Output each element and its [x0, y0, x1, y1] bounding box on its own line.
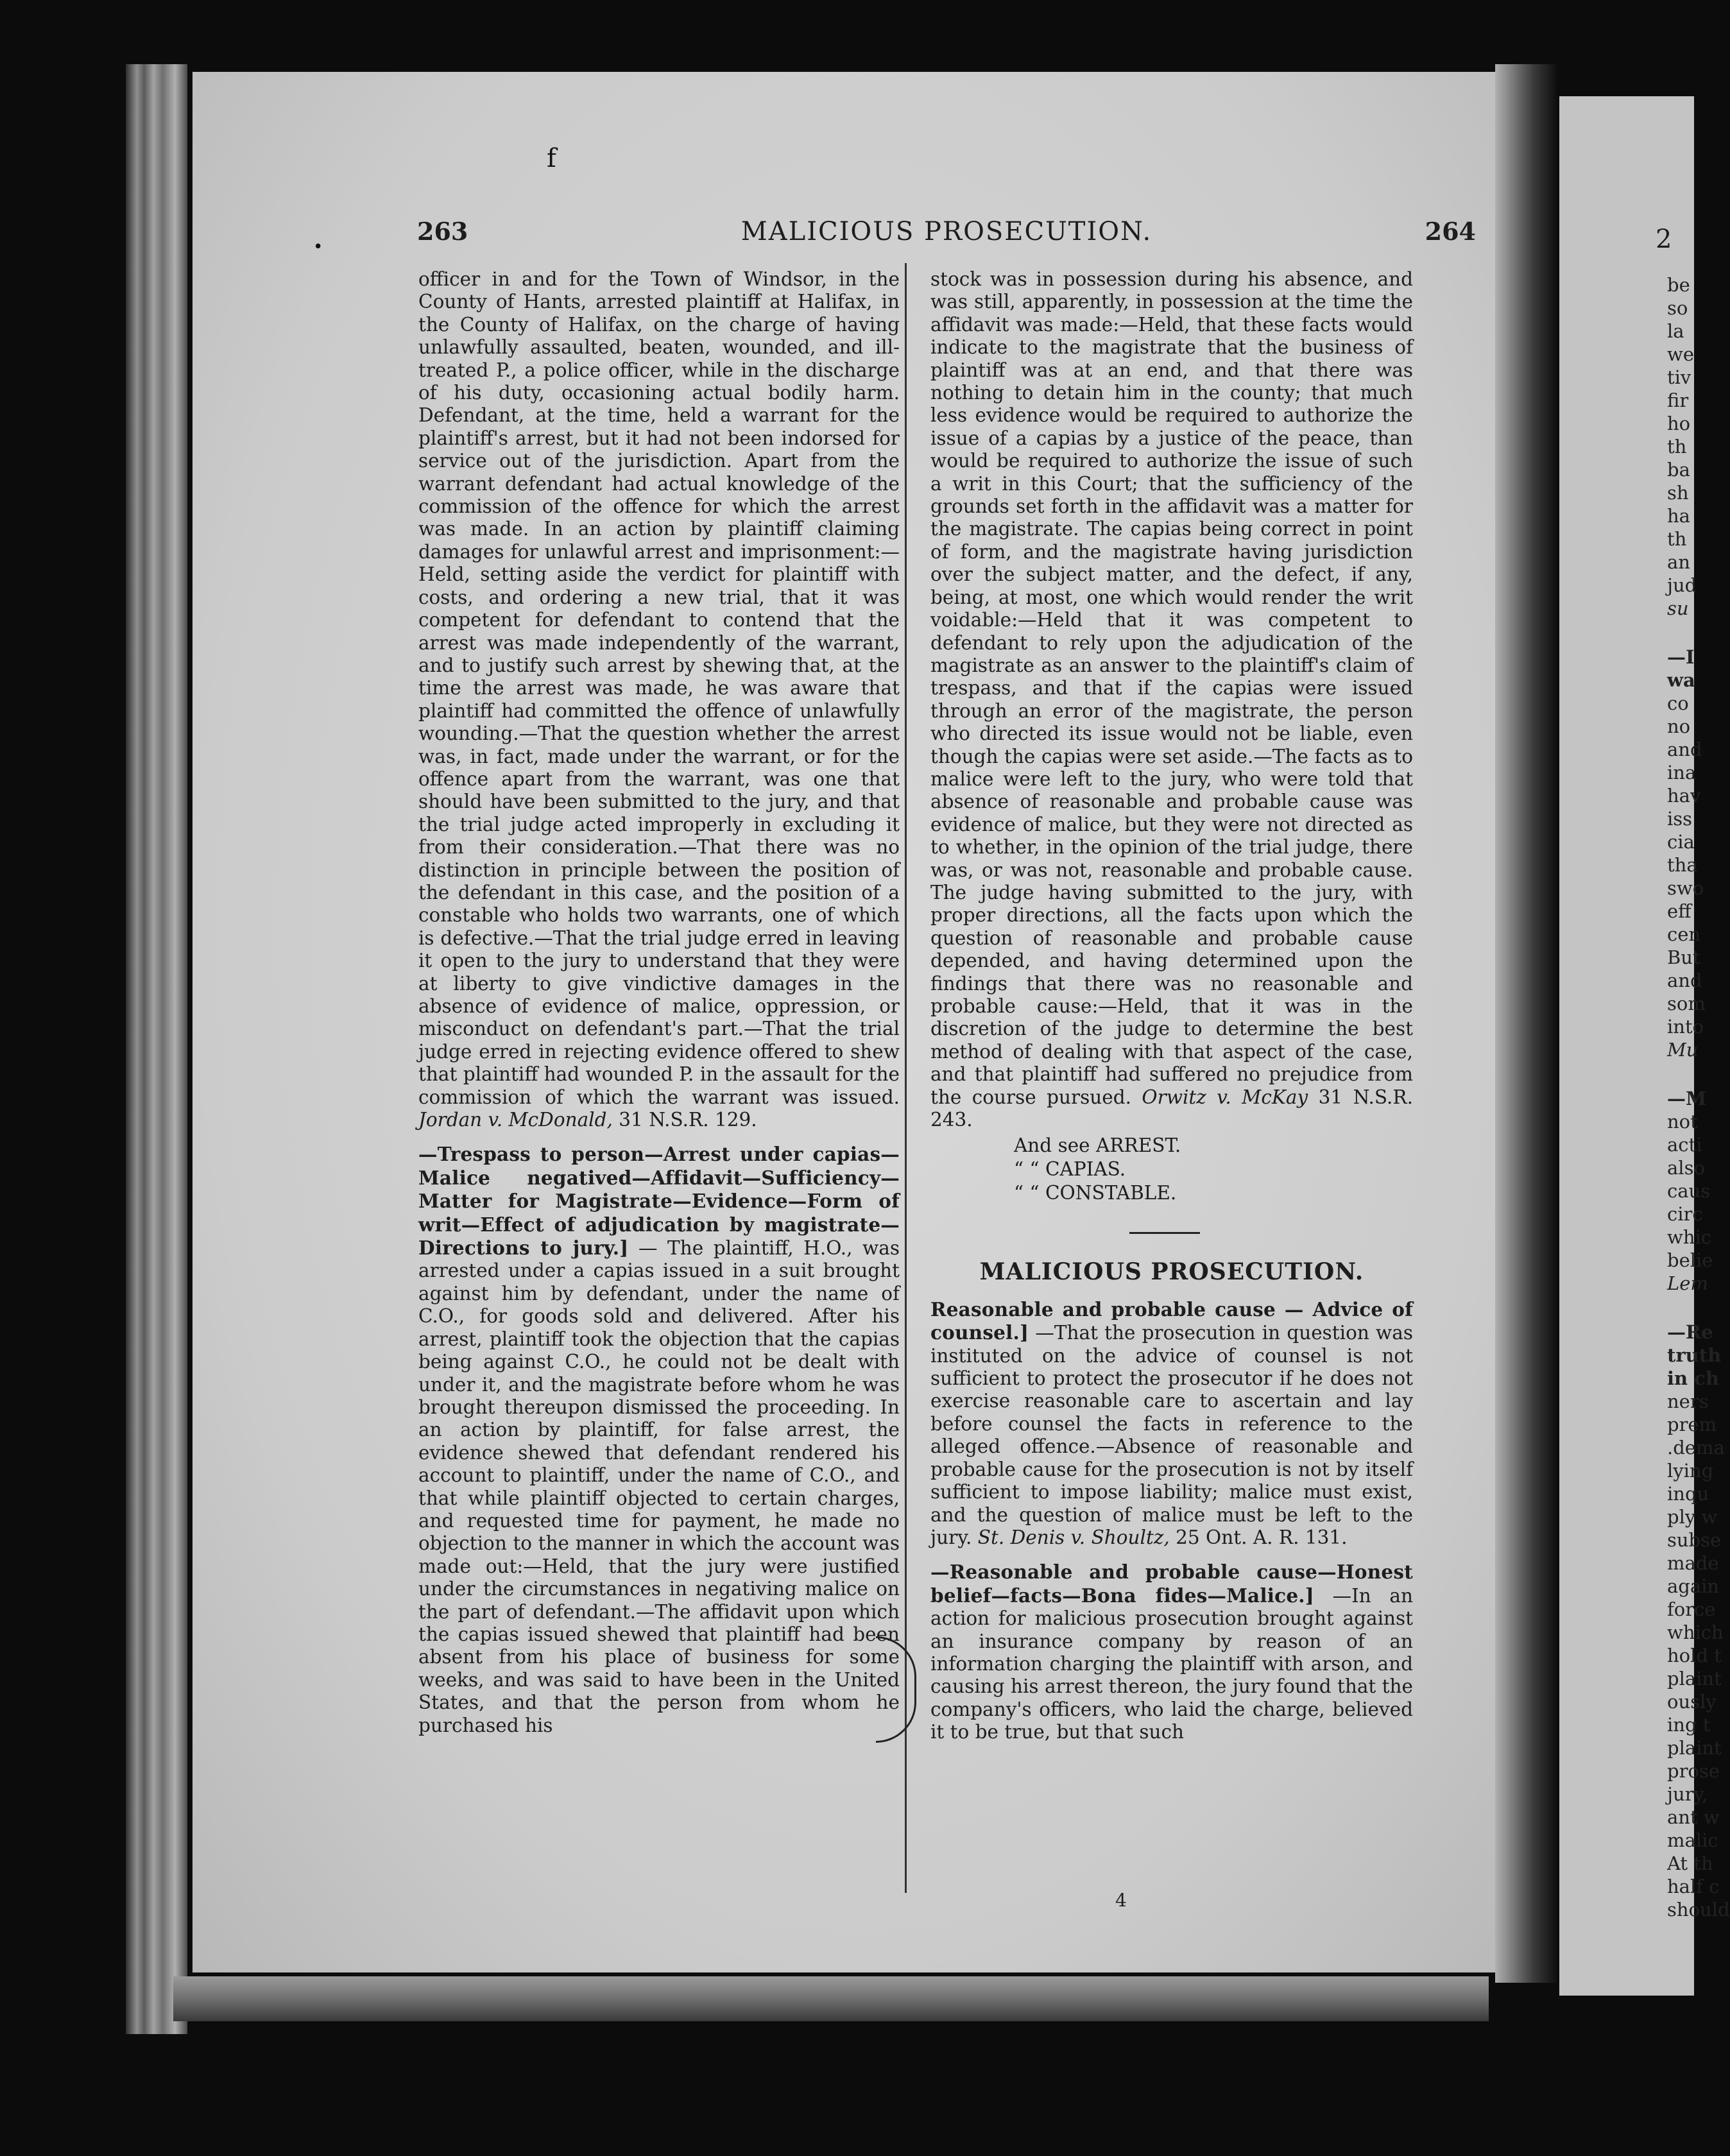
- next-page-word: som: [1667, 993, 1706, 1014]
- ink-mark: f: [547, 144, 556, 173]
- case-heading: Reasonable and probable cause — Advice of counsel.]: [930, 1297, 1413, 1344]
- next-page-word: At th: [1667, 1852, 1713, 1874]
- next-page-number: 2: [1656, 225, 1672, 254]
- case-entry: [418, 1143, 900, 1737]
- next-page-word: .dema: [1667, 1437, 1725, 1459]
- next-page-word: not: [1667, 1111, 1698, 1133]
- case-citation: Jordan v. McDonald,: [418, 1109, 613, 1131]
- next-page-word: eff: [1667, 900, 1691, 922]
- next-page-word: caus: [1667, 1180, 1711, 1202]
- see-also-item: CAPIAS.: [1045, 1158, 1126, 1181]
- next-page-word: tha: [1667, 854, 1698, 876]
- case-body: —In an action for malicious prosecution brought against an insurance company by reason of an information charging the plaintiff with arson, and causing his arrest thereon, the jury found that the company's officers, who laid the charge, believed it to be true, but that such: [930, 1584, 1413, 1743]
- next-page-word: prem: [1667, 1414, 1717, 1435]
- next-page-word: —Re: [1667, 1321, 1713, 1343]
- ditto-mark: “ “: [1014, 1158, 1040, 1181]
- next-page-word: co: [1667, 692, 1689, 714]
- next-page-word: and: [1667, 970, 1702, 991]
- next-page-word: belie: [1667, 1249, 1713, 1271]
- next-page-word: hold t: [1667, 1645, 1722, 1666]
- case-heading: —Trespass to person—Arrest under capias—Malice negatived—Affidavit—Sufficiency—Matter for Magistrate—Evidence—Form of writ—Effect of adjudication by magistrate—Directions to jury.]: [418, 1143, 900, 1260]
- running-head: [417, 217, 1476, 255]
- ink-dot: •: [313, 237, 323, 257]
- see-also-block: [930, 1134, 1413, 1205]
- case-citation: Orwitz v. McKay: [1142, 1086, 1308, 1108]
- next-page-word: ho: [1667, 413, 1691, 434]
- next-page-word: ina: [1667, 762, 1697, 783]
- next-page-word: cia: [1667, 831, 1695, 853]
- next-page-word: ply w: [1667, 1506, 1718, 1528]
- next-page-fragment: [1559, 96, 1730, 1996]
- right-column: [930, 268, 1413, 1744]
- next-page-word: into: [1667, 1016, 1704, 1038]
- right-page-number: 264: [1425, 217, 1476, 246]
- next-page-word: malic: [1667, 1829, 1718, 1851]
- report-reference: 31 N.S.R. 243.: [930, 1086, 1413, 1131]
- case-citation: St. Denis v. Shoultz,: [977, 1526, 1170, 1548]
- next-page-word: again: [1667, 1575, 1720, 1597]
- next-page-word: ously: [1667, 1691, 1717, 1713]
- next-page-word: be: [1667, 274, 1690, 296]
- next-page-word: jury,: [1667, 1783, 1708, 1805]
- paragraph: [418, 268, 900, 1131]
- next-page-word: plaint: [1667, 1668, 1722, 1690]
- report-reference: 31 N.S.R. 129.: [619, 1109, 757, 1131]
- next-page-word: prose: [1667, 1760, 1720, 1782]
- next-page-word: which: [1667, 1621, 1724, 1643]
- next-page-word: —M: [1667, 1088, 1707, 1109]
- next-page-word: circ: [1667, 1203, 1703, 1225]
- next-page-word: and: [1667, 739, 1702, 760]
- book-page-edges: [126, 64, 187, 2034]
- see-also-item: CONSTABLE.: [1045, 1182, 1177, 1204]
- gutter-shadow: [1495, 64, 1559, 1983]
- next-page-word: swo: [1667, 877, 1704, 899]
- next-page-word: Lem: [1667, 1272, 1708, 1294]
- next-page-word: lying: [1667, 1460, 1714, 1482]
- next-page-word: jud: [1667, 574, 1697, 596]
- next-page-word: so: [1667, 297, 1688, 319]
- see-also-line: [930, 1158, 1413, 1181]
- see-also-line: [930, 1181, 1413, 1205]
- next-page-word: subse: [1667, 1529, 1722, 1551]
- next-page-word: an: [1667, 551, 1690, 573]
- section-title: MALICIOUS PROSECUTION.: [979, 1258, 1364, 1286]
- next-page-word: no: [1667, 715, 1691, 737]
- next-page-word: tiv: [1667, 366, 1691, 388]
- ink-mark: 4: [1115, 1890, 1127, 1911]
- next-page-word: truth: [1667, 1344, 1722, 1366]
- next-page-word: acti: [1667, 1134, 1702, 1156]
- see-also-intro: And see: [1014, 1134, 1090, 1157]
- see-also-item: ARREST.: [1096, 1134, 1181, 1157]
- left-page-number: 263: [417, 217, 468, 246]
- next-page-word: inqu: [1667, 1483, 1709, 1505]
- section-rule: [1129, 1232, 1200, 1234]
- next-page-word: th: [1667, 436, 1687, 458]
- next-page-word: fir: [1667, 389, 1689, 411]
- next-page-word: wa: [1667, 669, 1695, 691]
- book-bottom-edge: [173, 1976, 1489, 2021]
- next-page-word: plaint: [1667, 1737, 1722, 1759]
- case-entry: [930, 1561, 1413, 1743]
- report-reference: 25 Ont. A. R. 131.: [1176, 1526, 1348, 1548]
- next-page-word: hav: [1667, 785, 1701, 807]
- next-page-word: ners: [1667, 1390, 1709, 1412]
- see-also-line: [930, 1134, 1413, 1158]
- next-page-word: Mu: [1667, 1039, 1699, 1061]
- paragraph: [930, 268, 1413, 1131]
- ditto-mark: “ “: [1014, 1182, 1040, 1204]
- next-page-word: ant w: [1667, 1806, 1720, 1828]
- next-page-word: half c: [1667, 1876, 1720, 1897]
- next-page-word: we: [1667, 343, 1694, 365]
- next-page-word: also: [1667, 1157, 1705, 1179]
- next-page-word: la: [1667, 320, 1684, 342]
- left-column: [418, 268, 900, 1737]
- next-page-word: ha: [1667, 505, 1690, 527]
- next-page-word: cen: [1667, 923, 1701, 945]
- next-page-word: should: [1667, 1899, 1730, 1921]
- case-body: —That the prosecution in question was instituted on the advice of counsel is not sufficient to protect the prosecutor if he does not exercise reasonable care to ascertain and lay before counsel the facts in reference to the alleged offence.—Absence of reasonable and probable cause for the prosecution is not by itself sufficient to impose liability; malice must exist, and the question of malice must be left to the jury.: [930, 1322, 1413, 1548]
- next-page-word: ing t: [1667, 1714, 1711, 1736]
- next-page-word: th: [1667, 528, 1687, 550]
- next-page-word: force: [1667, 1598, 1716, 1620]
- case-body: — The plaintiff, H.O., was arrested under a capias issued in a suit brought against him by defendant, under the name of C.O., for goods sold and delivered. After his arrest, plaintiff took the objection that the capias being against C.O., he could not be dealt with under it, and the magistrate before whom he was brought thereupon dismissed the proceeding. In an action by plaintiff, for false arrest, the evidence shewed that defendant rendered his account to plaintiff, under the name of C.O., and that while plaintiff objected to certain charges, and requested time for payment, he made no objection to the manner in which the account was made out:—Held, that the jury were justified under the circumstances in negativing malice on the part of defendant.—The affidavit upon which the capias issued shewed that plaintiff had been absent from his place of business for some weeks, and was said to have been in the United States, and that the person from whom he purchased his: [418, 1237, 900, 1736]
- next-page-word: —I: [1667, 646, 1695, 668]
- next-page-word: in ch: [1667, 1367, 1719, 1389]
- running-title: MALICIOUS PROSECUTION.: [741, 217, 1152, 246]
- next-page-word: whic: [1667, 1226, 1712, 1248]
- next-page-word: su: [1667, 597, 1689, 619]
- next-page-word: ba: [1667, 459, 1690, 481]
- paragraph-text: officer in and for the Town of Windsor, in the County of Hants, arrested plaintiff at Halifax, in the County of Halifax, on the charge of having unlawfully assaulted, beaten, wounded, and ill-treated P., a police officer, while in the discharge of his duty, occasioning actual bodily harm. Defendant, at the time, held a warrant for the plaintiff's arrest, but it had not been indorsed for service out of the jurisdiction. Apart from the warrant defendant had actual knowledge of the commission of the offence for which the arrest was made. In an action by plaintiff claiming damages for unlawful arrest and imprisonment:—Held, setting aside the verdict for plaintiff with costs, and ordering a new trial, that it was competent for defendant to contend that the arrest was made independently of the warrant, and to justify such arrest by shewing that, at the time the arrest was made, he was aware that plaintiff had committed the offence of unlawfully wounding.—That the question whether the arrest was, in fact, made under the warrant, or for the offence apart from the warrant, was one that should have been submitted to the jury, and that the trial judge acted improperly in excluding it from their consideration.—That there was no distinction in principle between the position of the defendant in this case, and the position of a constable who holds two warrants, one of which is defective.—That the trial judge erred in leaving it open to the jury to understand that they were at liberty to give vindictive damages in the absence of evidence of malice, oppression, or misconduct on defendant's part.—That the trial judge erred in rejecting evidence offered to shew that plaintiff had wounded P. in the assault for the commission of which the warrant was issued.: [418, 268, 900, 1108]
- case-heading: —Reasonable and probable cause—Honest belief—facts—Bona fides—Malice.]: [930, 1561, 1413, 1607]
- paragraph-text: stock was in possession during his absence, and was still, apparently, in possession at the time the affidavit was made:—Held, that these facts would indicate to the magistrate that the business of plaintiff was at an end, and that there was nothing to detain him in the county; that much less evidence would be required to authorize the issue of a capias by a justice of the peace, than would be required to authorize the issue of such a writ in this Court; that the sufficiency of the grounds set forth in the affidavit was a matter for the magistrate. The capias being correct in point of form, and the magistrate having jurisdiction over the subject matter, and the defect, if any, being, at most, one which would render the writ voidable:—Held that it was competent to defendant to rely upon the adjudication of the magistrate as an answer to the plaintiff's claim of trespass, and that if the capias were issued through an error of the magistrate, the person who directed its issue would not be liable, even though the capias were set aside.—The facts as to malice were left to the jury, who were told that absence of reasonable and probable cause was evidence of malice, but they were not directed as to whether, in the opinion of the trial judge, there was, or was not, reasonable and probable cause. The judge having submitted to the jury, with proper directions, all the facts upon which the question of reasonable and probable cause depended, and having determined upon the findings that there was no reasonable and probable cause:—Held, that it was in the discretion of the judge to determine the best method of dealing with that aspect of the case, and that plaintiff had suffered no prejudice from the course pursued.: [930, 268, 1413, 1108]
- next-page-word: made: [1667, 1552, 1719, 1574]
- next-page-word: iss: [1667, 808, 1693, 830]
- next-page-word: But: [1667, 946, 1700, 968]
- case-entry: [930, 1298, 1413, 1549]
- next-page-word: sh: [1667, 482, 1689, 504]
